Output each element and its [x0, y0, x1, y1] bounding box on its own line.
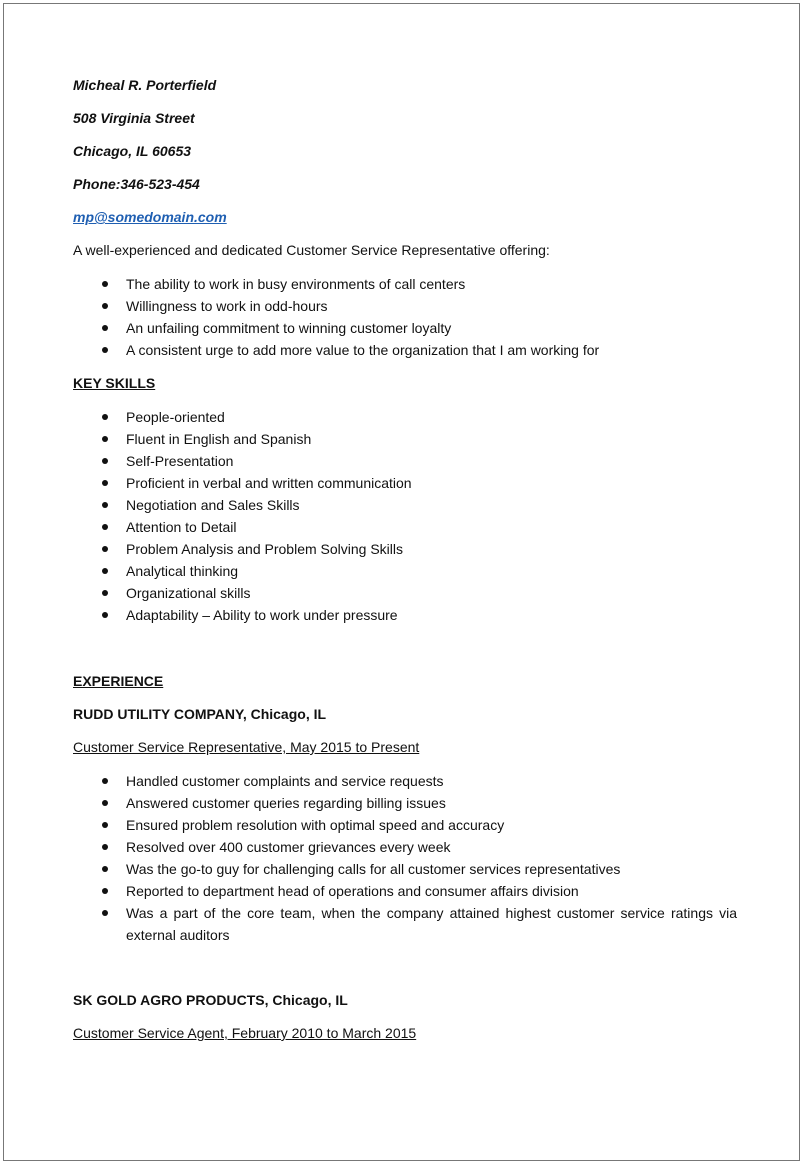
list-item-text: Willingness to work in odd-hours: [126, 298, 328, 314]
list-item-text: Self-Presentation: [126, 453, 234, 469]
bullet-icon: [102, 325, 108, 331]
list-item: [73, 273, 753, 295]
bullet-icon: [102, 303, 108, 309]
bullet-icon: [102, 866, 108, 872]
bullet-icon: [102, 844, 108, 850]
summary-intro: A well-experienced and dedicated Customer Service Representative offering:: [73, 242, 550, 258]
list-item-text: Attention to Detail: [126, 519, 237, 535]
bullet-icon: [102, 480, 108, 486]
contact-email-link[interactable]: mp@somedomain.com: [73, 209, 227, 225]
experience-heading: EXPERIENCE: [73, 673, 164, 689]
list-item: [73, 339, 753, 361]
contact-phone: Phone:346-523-454: [73, 176, 200, 192]
resume-page: [3, 3, 800, 1161]
key-skills-heading: KEY SKILLS: [73, 375, 156, 391]
list-item-text: Problem Analysis and Problem Solving Skills: [126, 541, 404, 557]
list-item-text: Negotiation and Sales Skills: [126, 497, 300, 513]
job-role: Customer Service Agent, February 2010 to March 2015: [73, 1025, 417, 1041]
job-duties-list: [73, 770, 753, 946]
list-item-text: An unfailing commitment to winning customer loyalty: [126, 320, 452, 336]
job-company: RUDD UTILITY COMPANY, Chicago, IL: [73, 706, 327, 722]
bullet-icon: [102, 822, 108, 828]
bullet-icon: [102, 546, 108, 552]
list-item-text: Organizational skills: [126, 585, 251, 601]
bullet-icon: [102, 910, 108, 916]
contact-name: Micheal R. Porterfield: [73, 77, 217, 93]
contact-street: 508 Virginia Street: [73, 110, 195, 126]
bullet-icon: [102, 502, 108, 508]
list-item: [73, 472, 753, 494]
bullet-icon: [102, 458, 108, 464]
bullet-icon: [102, 800, 108, 806]
list-item: [73, 792, 753, 814]
bullet-icon: [102, 590, 108, 596]
list-item: [73, 494, 753, 516]
list-item-text: Was the go-to guy for challenging calls for all customer services representatives: [126, 861, 621, 877]
bullet-icon: [102, 524, 108, 530]
skills-list: [73, 406, 753, 626]
list-item-text: Answered customer queries regarding billing issues: [126, 795, 446, 811]
list-item: [73, 450, 753, 472]
list-item-text: Proficient in verbal and written communication: [126, 475, 412, 491]
list-item: [73, 836, 753, 858]
bullet-icon: [102, 888, 108, 894]
list-item-text: People-oriented: [126, 409, 225, 425]
list-item-text: A consistent urge to add more value to the organization that I am working for: [126, 342, 600, 358]
list-item: [73, 858, 753, 880]
list-item: [73, 516, 753, 538]
bullet-icon: [102, 612, 108, 618]
list-item: [73, 538, 753, 560]
bullet-icon: [102, 281, 108, 287]
bullet-icon: [102, 778, 108, 784]
list-item-text: The ability to work in busy environments of call centers: [126, 276, 466, 292]
list-item: [73, 295, 753, 317]
list-item: [73, 814, 753, 836]
bullet-icon: [102, 436, 108, 442]
bullet-icon: [102, 347, 108, 353]
list-item-text: Ensured problem resolution with optimal speed and accuracy: [126, 817, 505, 833]
summary-list: [73, 273, 753, 361]
bullet-icon: [102, 568, 108, 574]
list-item-text: Adaptability – Ability to work under pressure: [126, 607, 398, 623]
list-item: [73, 406, 753, 428]
list-item: [73, 317, 753, 339]
job-company: SK GOLD AGRO PRODUCTS, Chicago, IL: [73, 992, 348, 1008]
list-item: [73, 604, 753, 626]
list-item-text: Analytical thinking: [126, 563, 239, 579]
list-item-text: Reported to department head of operations and consumer affairs division: [126, 883, 579, 899]
list-item: [73, 428, 753, 450]
list-item-text: Resolved over 400 customer grievances every week: [126, 839, 451, 855]
list-item-text: Handled customer complaints and service requests: [126, 773, 444, 789]
contact-city: Chicago, IL 60653: [73, 143, 192, 159]
list-item: [73, 582, 753, 604]
job-role: Customer Service Representative, May 2015 to Present: [73, 739, 420, 755]
list-item-text: Was a part of the core team, when the company attained highest customer service ratings via external auditors: [126, 905, 737, 943]
bullet-icon: [102, 414, 108, 420]
list-item: [73, 880, 753, 902]
list-item: [73, 560, 753, 582]
list-item-text: Fluent in English and Spanish: [126, 431, 312, 447]
list-item: [73, 770, 753, 792]
list-item: [73, 902, 753, 946]
